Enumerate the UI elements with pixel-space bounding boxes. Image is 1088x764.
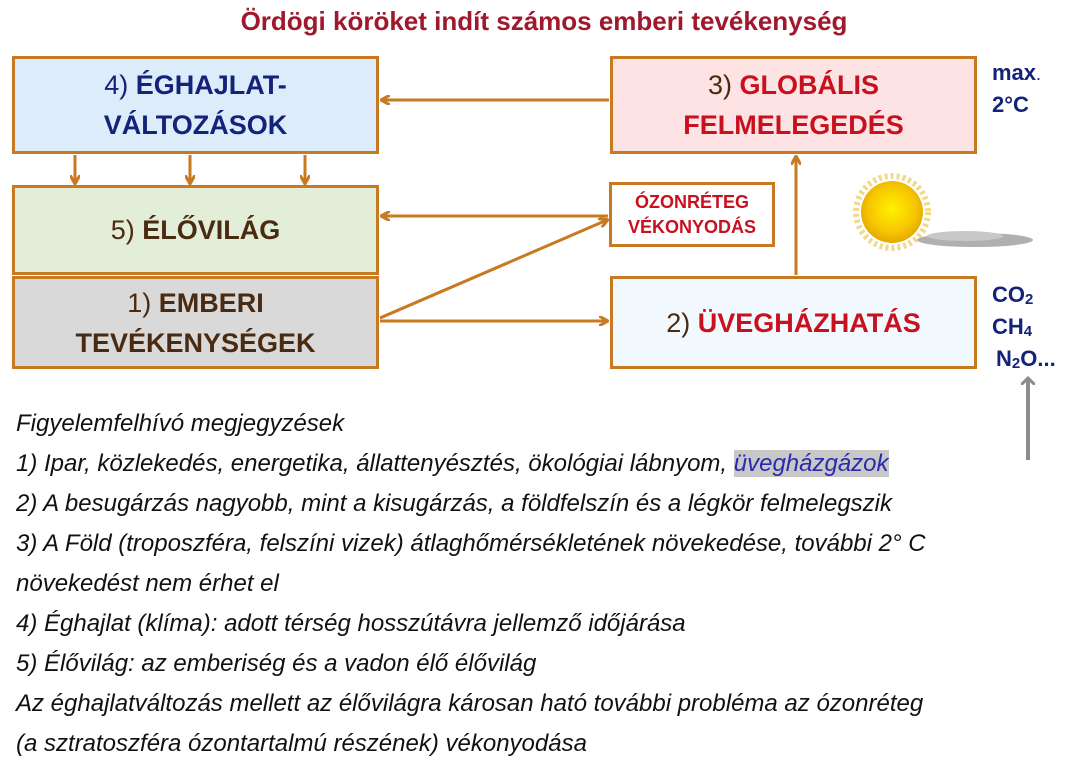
arrow-human-to-ozone xyxy=(380,220,607,318)
gas-n2o-base: N xyxy=(996,346,1012,371)
note-2: 2) A besugárzás nagyobb, mint a kisugárzás, a földfelszín és a légkör felmelegszik xyxy=(16,490,892,517)
gas-ch4-sub: 4 xyxy=(1023,323,1033,340)
box-climate-change-name1: ÉGHAJLAT- xyxy=(135,70,287,100)
note-1-highlight: üvegházgázok xyxy=(733,450,889,477)
box-ozone-thinning-line1: ÓZONRÉTEG xyxy=(634,191,749,212)
max-label-dot: . xyxy=(1036,64,1042,84)
box-climate-change-number: 4) xyxy=(104,70,129,100)
box-biosphere-number: 5) xyxy=(110,215,135,245)
notes-heading: Figyelemfelhívó megjegyzések xyxy=(16,410,345,437)
notes xyxy=(16,404,1086,764)
page-title: Ördögi köröket indít számos emberi tevékenység xyxy=(240,6,848,36)
note-6-continued: (a sztratoszféra ózontartalmú részének) vékonyodása xyxy=(16,730,587,757)
box-climate-change-name2: VÁLTOZÁSOK xyxy=(103,110,288,140)
note-6: Az éghajlatváltozás mellett az élővilágra károsan ható további probléma az ózonréteg xyxy=(16,690,924,717)
box-human-activities-number: 1) xyxy=(127,287,152,318)
box-global-warming-name1: GLOBÁLIS xyxy=(739,70,880,100)
note-1 xyxy=(16,444,1086,484)
note-1-text: 1) Ipar, közlekedés, energetika, állattenyésztés, ökológiai lábnyom, xyxy=(16,450,734,477)
gas-n2o-sub: 2 xyxy=(1011,355,1021,372)
box-greenhouse-effect-number: 2) xyxy=(666,307,691,338)
cloud-icon xyxy=(917,231,1033,247)
max-temp-label: 2°C xyxy=(992,92,1029,117)
box-human-activities-name2: TEVÉKENYSÉGEK xyxy=(75,327,316,358)
note-4: 4) Éghajlat (klíma): adott térség hosszútávra jellemző időjárása xyxy=(16,610,686,637)
box-global-warming-number: 3) xyxy=(707,70,732,100)
gas-ch4-base: CH xyxy=(992,314,1024,339)
gas-co2-sub: 2 xyxy=(1025,291,1034,308)
box-global-warming-name2: FELMELEGEDÉS xyxy=(683,110,904,140)
box-greenhouse-effect-name: ÜVEGHÁZHATÁS xyxy=(697,307,921,338)
box-biosphere-name: ÉLŐVILÁG xyxy=(142,215,281,245)
box-human-activities-name1: EMBERI xyxy=(158,287,264,318)
gas-n2o-tail: O... xyxy=(1020,346,1056,371)
note-3: 3) A Föld (troposzféra, felszíni vizek) átlaghőmérsékletének növekedése, további 2° C xyxy=(16,530,926,557)
note-5: 5) Élővilág: az emberiség és a vadon élő élővilág xyxy=(16,650,537,677)
max-label-text: max xyxy=(992,60,1037,85)
sun-icon xyxy=(856,176,928,248)
note-3-continued: növekedést nem érhet el xyxy=(16,570,279,597)
box-ozone-thinning-line2: VÉKONYODÁS xyxy=(627,216,757,237)
gas-co2-base: CO xyxy=(992,282,1025,307)
